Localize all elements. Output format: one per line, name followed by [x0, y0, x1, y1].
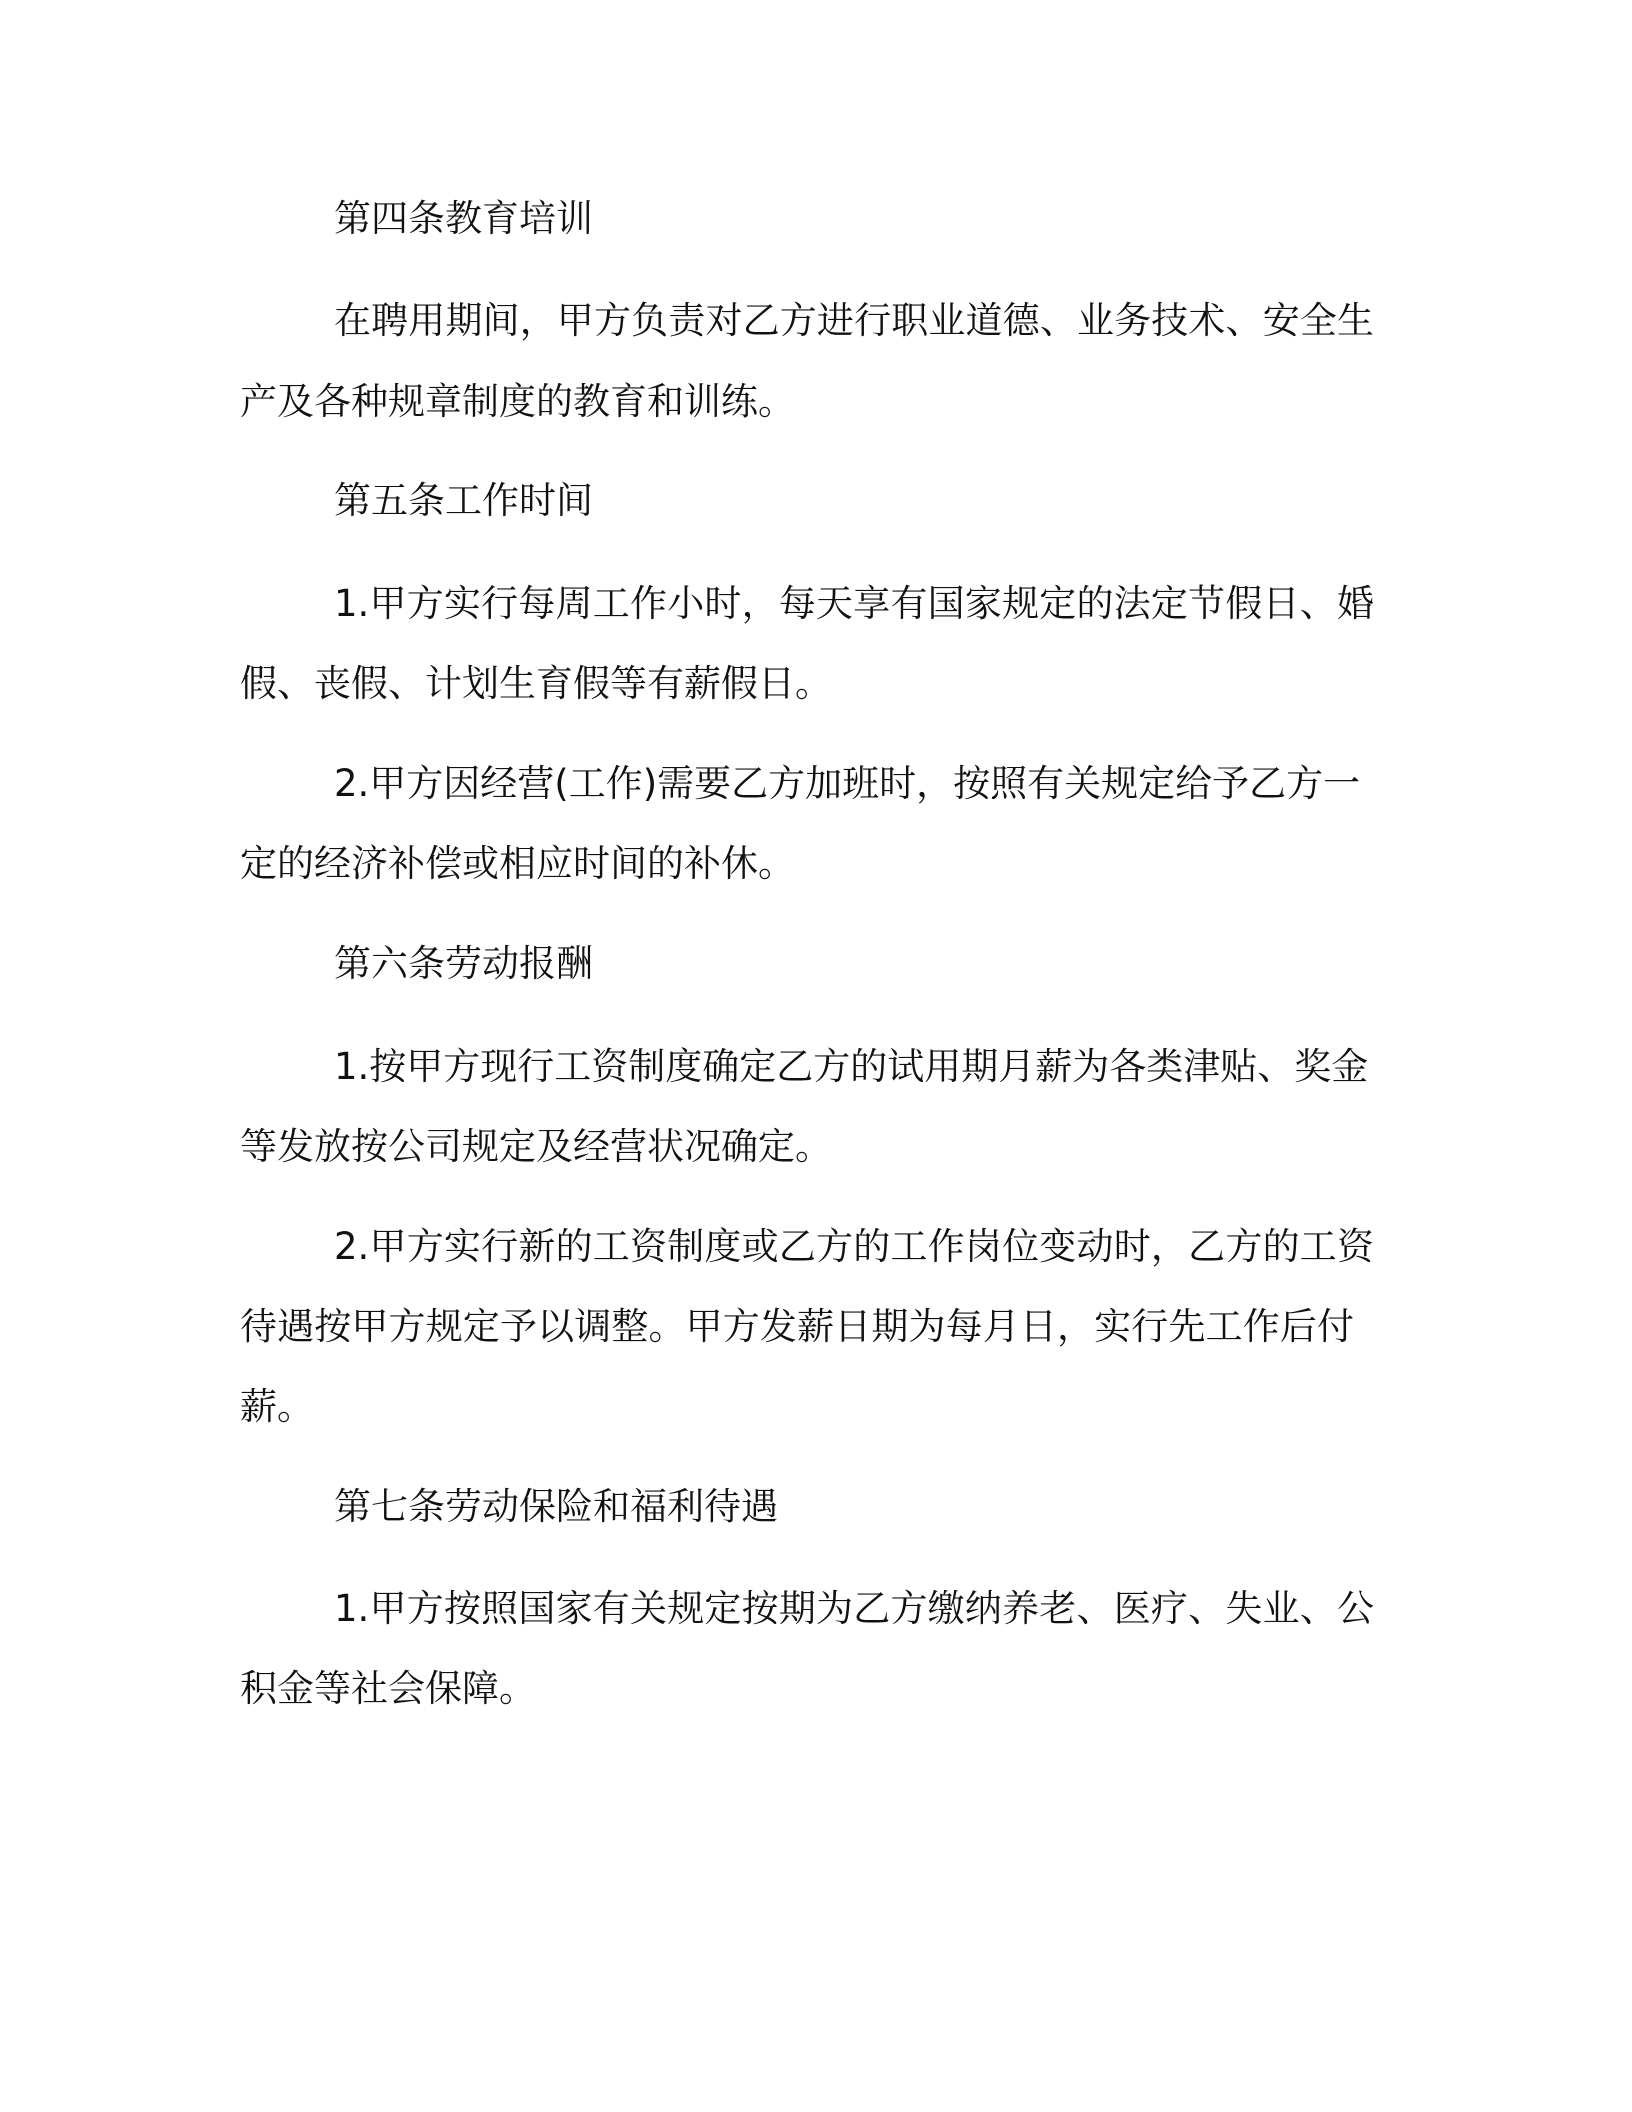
- article-5-item-1-line-1: 1.甲方实行每周工作小时，每天享有国家规定的法定节假日、婚: [334, 582, 1374, 625]
- article-6-item-1-line-1: 1.按甲方现行工资制度确定乙方的试用期月薪为各类津贴、奖金: [334, 1045, 1369, 1088]
- article-6-heading: 第六条劳动报酬: [334, 942, 593, 985]
- article-6-item-2-line-2: 待遇按甲方规定予以调整。甲方发薪日期为每月日，实行先工作后付: [240, 1305, 1354, 1348]
- article-4-paragraph-line-1: 在聘用期间，甲方负责对乙方进行职业道德、业务技术、安全生: [334, 299, 1374, 342]
- article-7-item-1-line-1: 1.甲方按照国家有关规定按期为乙方缴纳养老、医疗、失业、公: [334, 1587, 1374, 1630]
- article-7-item-1-line-2: 积金等社会保障。: [240, 1667, 536, 1710]
- article-7-heading: 第七条劳动保险和福利待遇: [334, 1485, 778, 1528]
- article-4-paragraph-line-2: 产及各种规章制度的教育和训练。: [240, 380, 795, 423]
- article-5-item-2-line-2: 定的经济补偿或相应时间的补休。: [240, 842, 795, 885]
- article-6-item-2-line-3: 薪。: [240, 1385, 314, 1428]
- article-5-item-2-line-1: 2.甲方因经营(工作)需要乙方加班时，按照有关规定给予乙方一: [334, 762, 1361, 805]
- article-5-item-1-line-2: 假、丧假、计划生育假等有薪假日。: [240, 662, 832, 705]
- article-6-item-2-line-1: 2.甲方实行新的工资制度或乙方的工作岗位变动时，乙方的工资: [334, 1225, 1374, 1268]
- article-4-heading: 第四条教育培训: [334, 197, 593, 240]
- article-5-heading: 第五条工作时间: [334, 479, 593, 522]
- article-6-item-1-line-2: 等发放按公司规定及经营状况确定。: [240, 1125, 832, 1168]
